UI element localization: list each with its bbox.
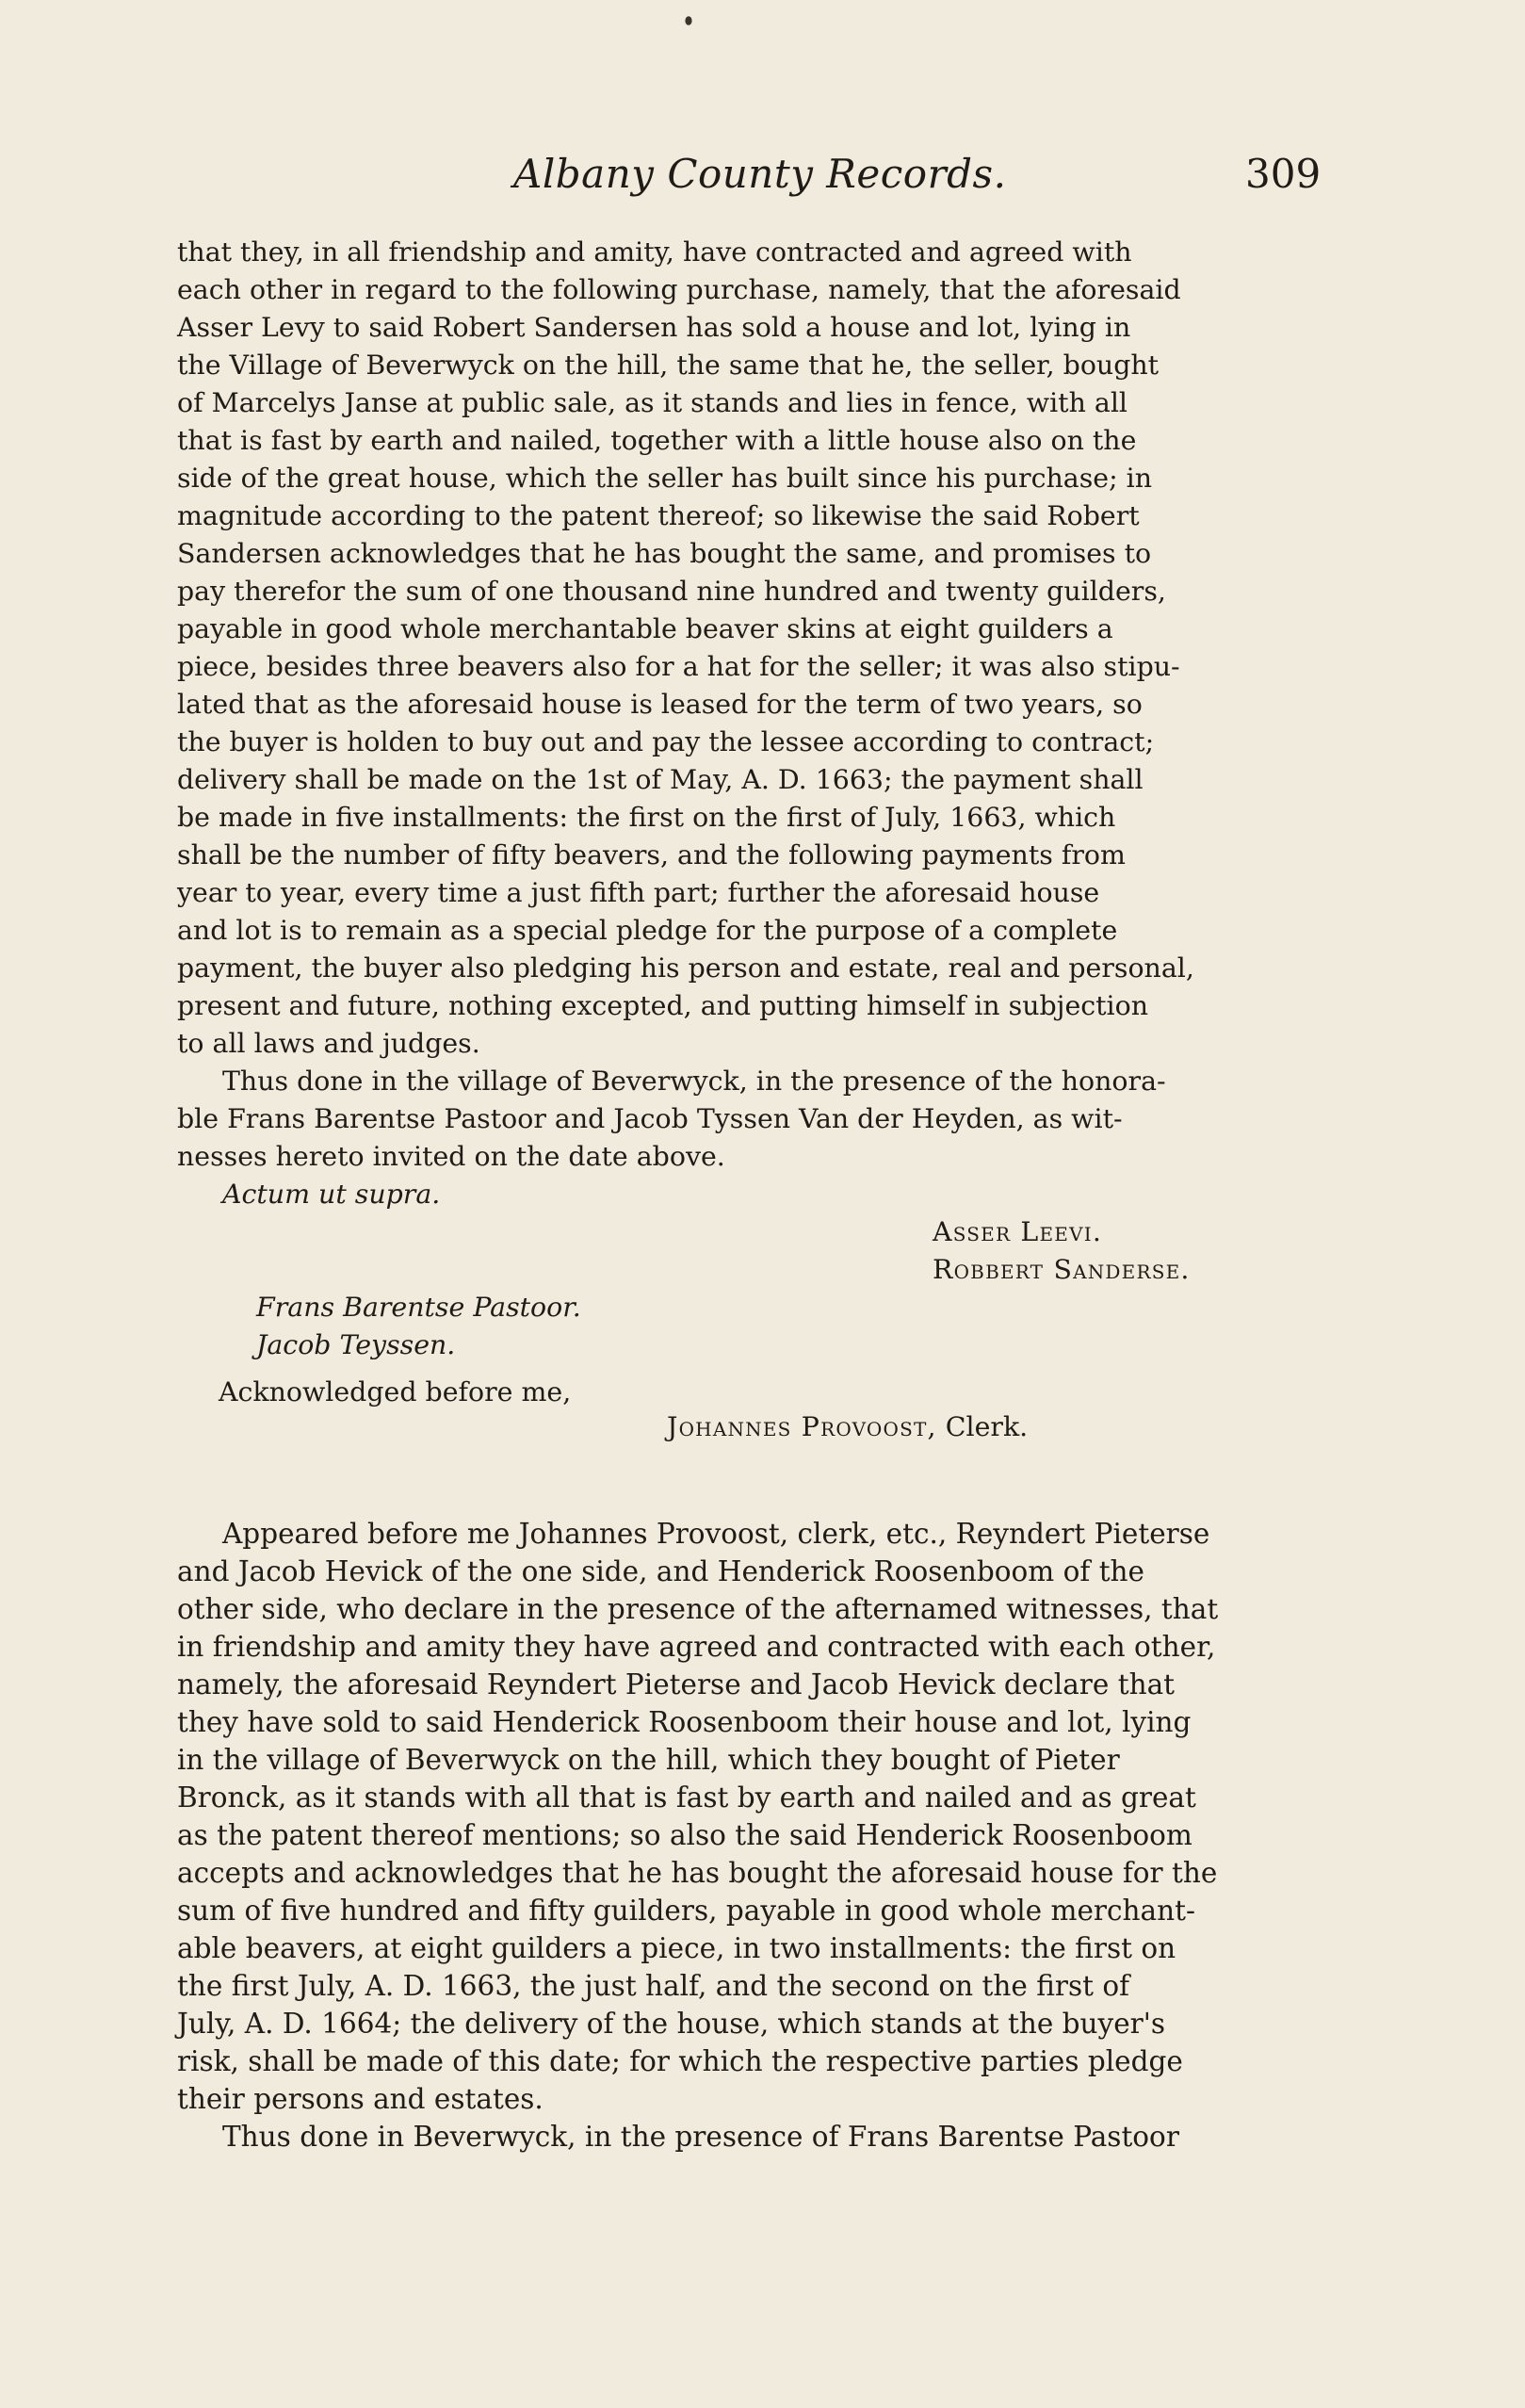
text-line: sum of five hundred and fifty guilders, payable in good whole merchant-: [177, 1895, 1195, 1927]
text-line: the first July, A. D. 1663, the just half, and the second on the first of: [177, 1970, 1130, 2002]
running-title: Albany County Records.: [513, 151, 1007, 197]
text-line: accepts and acknowledges that he has bought the aforesaid house for the: [177, 1857, 1218, 1889]
text-line: other side, who declare in the presence of the afternamed witnesses, that: [177, 1593, 1219, 1625]
text-line: Appeared before me Johannes Provoost, clerk, etc., Reyndert Pieterse: [222, 1518, 1210, 1550]
text-line: risk, shall be made of this date; for which the respective parties pledge: [177, 2045, 1183, 2077]
text-line: magnitude according to the patent thereof; so likewise the said Robert: [177, 500, 1140, 531]
text-line: be made in five installments: the first on the first of July, 1663, which: [177, 802, 1116, 833]
text-line: and Jacob Hevick of the one side, and Henderick Roosenboom of the: [177, 1555, 1145, 1587]
signer-robbert-sanderse: Robbert Sanderse.: [933, 1254, 1191, 1285]
text-line: the buyer is holden to buy out and pay the lessee according to contract;: [177, 726, 1155, 757]
text-line: piece, besides three beavers also for a hat for the seller; it was also stipu-: [177, 651, 1180, 682]
witness-jacob-teyssen: Jacob Teyssen.: [256, 1329, 456, 1360]
text-line: July, A. D. 1664; the delivery of the house, which stands at the buyer's: [177, 2008, 1166, 2040]
text-line: that they, in all friendship and amity, have contracted and agreed with: [177, 236, 1132, 268]
text-line: in the village of Beverwyck on the hill, which they bought of Pieter: [177, 1744, 1120, 1776]
text-line: pay therefor the sum of one thousand nine hundred and twenty guilders,: [177, 576, 1166, 607]
text-line: to all laws and judges.: [177, 1028, 480, 1059]
text-line: Asser Levy to said Robert Sandersen has sold a house and lot, lying in: [177, 312, 1131, 343]
text-line: Bronck, as it stands with all that is fast by earth and nailed and as great: [177, 1782, 1196, 1814]
clerk-name: Johannes Provoost,: [667, 1411, 937, 1442]
text-line: the Village of Beverwyck on the hill, the same that he, the seller, bought: [177, 350, 1160, 381]
acknowledged-before-me: Acknowledged before me,: [219, 1376, 572, 1407]
text-line: they have sold to said Henderick Roosenboom their house and lot, lying: [177, 1706, 1192, 1738]
text-line: Thus done in Beverwyck, in the presence of Frans Barentse Pastoor: [222, 2121, 1179, 2153]
text-line: Sandersen acknowledges that he has bought the same, and promises to: [177, 538, 1152, 569]
paragraph-2: [177, 1515, 1317, 2156]
print-mark: [685, 16, 691, 25]
text-line: in friendship and amity they have agreed and contracted with each other,: [177, 1631, 1216, 1663]
text-line: as the patent thereof mentions; so also the said Henderick Roosenboom: [177, 1819, 1192, 1851]
text-line: present and future, nothing excepted, and putting himself in subjection: [177, 990, 1149, 1021]
signer-asser-leevi: Asser Leevi.: [933, 1216, 1103, 1247]
clerk-signature: [667, 1408, 1028, 1446]
paragraph-1: [177, 234, 1317, 1213]
text-line: their persons and estates.: [177, 2083, 543, 2115]
text-line: ble Frans Barentse Pastoor and Jacob Tyssen Van der Heyden, as wit-: [177, 1103, 1123, 1134]
text-line: delivery shall be made on the 1st of May, A. D. 1663; the payment shall: [177, 764, 1144, 795]
text-line: shall be the number of fifty beavers, and the following payments from: [177, 839, 1126, 870]
witness-frans-barentse-pastoor: Frans Barentse Pastoor.: [256, 1292, 581, 1323]
page-number: 309: [1245, 151, 1322, 197]
text-line: nesses hereto invited on the date above.: [177, 1141, 725, 1172]
text-line: namely, the aforesaid Reyndert Pieterse and Jacob Hevick declare that: [177, 1668, 1176, 1700]
text-line: able beavers, at eight guilders a piece, in two installments: the first on: [177, 1932, 1176, 1964]
text-line: lated that as the aforesaid house is leased for the term of two years, so: [177, 689, 1143, 720]
text-line: payment, the buyer also pledging his person and estate, real and personal,: [177, 952, 1194, 984]
text-line: year to year, every time a just fifth part; further the aforesaid house: [177, 877, 1100, 908]
text-line: each other in regard to the following purchase, namely, that the aforesaid: [177, 274, 1181, 305]
text-line: that is fast by earth and nailed, together with a little house also on the: [177, 425, 1137, 456]
actum-ut-supra: Actum ut supra.: [222, 1179, 441, 1210]
text-line: side of the great house, which the seller has built since his purchase; in: [177, 463, 1153, 494]
text-line: payable in good whole merchantable beaver skins at eight guilders a: [177, 613, 1113, 644]
text-line: and lot is to remain as a special pledge for the purpose of a complete: [177, 915, 1118, 946]
text-line: of Marcelys Janse at public sale, as it stands and lies in fence, with all: [177, 387, 1128, 418]
text-line: Thus done in the village of Beverwyck, in the presence of the honora-: [222, 1066, 1166, 1097]
clerk-title: Clerk.: [945, 1411, 1029, 1442]
